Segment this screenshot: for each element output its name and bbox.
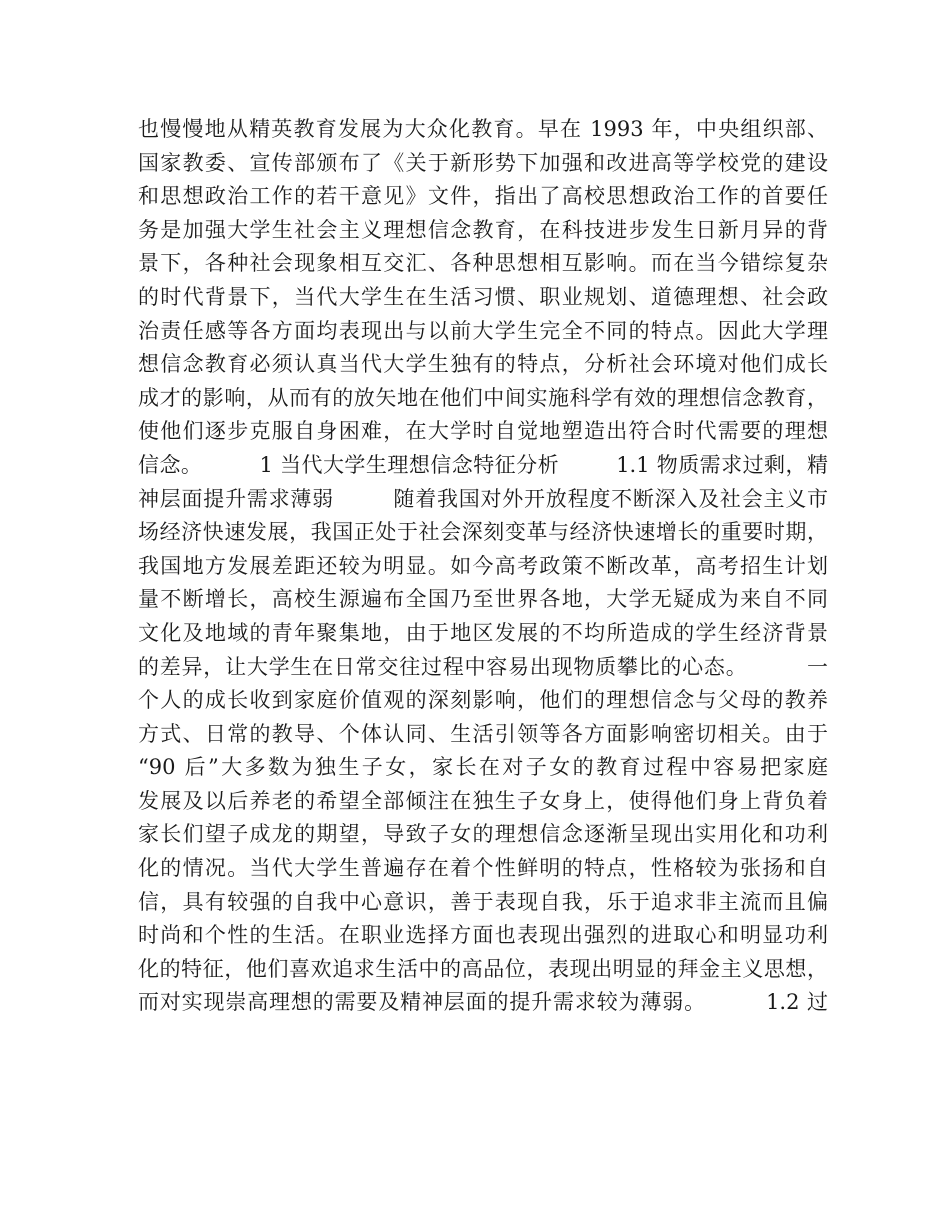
text-line: 想信念教育必须认真当代大学生独有的特点，分析社会环境对他们成长 — [138, 352, 828, 377]
text-line: 信念。 1 当代大学生理想信念特征分析 1.1 物质需求过剩，精 — [138, 452, 828, 477]
text-line: 的差异，让大学生在日常交往过程中容易出现物质攀比的心态。 一 — [138, 654, 828, 679]
text-line: 务是加强大学生社会主义理想信念教育，在科技进步发生日新月异的背 — [138, 217, 828, 242]
text-line: 和思想政治工作的若干意见》文件，指出了高校思想政治工作的首要任 — [138, 184, 828, 209]
text-line: 家长们望子成龙的期望，导致子女的理想信念逐渐呈现出实用化和功利 — [138, 822, 828, 847]
text-line: 场经济快速发展，我国正处于社会深刻变革与经济快速增长的重要时期， — [138, 520, 828, 545]
text-line: 时尚和个性的生活。在职业选择方面也表现出强烈的进取心和明显功利 — [138, 923, 828, 948]
text-line: 个人的成长收到家庭价值观的深刻影响，他们的理想信念与父母的教养 — [138, 688, 828, 713]
text-line: 而对实现崇高理想的需要及精神层面的提升需求较为薄弱。 1.2 过 — [138, 990, 828, 1015]
text-line: 我国地方发展差距还较为明显。如今高考政策不断改革，高考招生计划 — [138, 553, 828, 578]
text-line: 也慢慢地从精英教育发展为大众化教育。早在 1993 年，中央组织部、 — [138, 117, 828, 141]
text-line: 文化及地域的青年聚集地，由于地区发展的不均所造成的学生经济背景 — [138, 620, 828, 645]
text-line: 发展及以后养老的希望全部倾注在独生子女身上，使得他们身上背负着 — [138, 788, 828, 813]
text-line: 景下，各种社会现象相互交汇、各种思想相互影响。而在当今错综复杂 — [138, 251, 828, 276]
text-line: 神层面提升需求薄弱 随着我国对外开放程度不断深入及社会主义市 — [138, 486, 828, 511]
text-line: 信，具有较强的自我中心意识，善于表现自我，乐于追求非主流而且偏 — [138, 889, 828, 914]
text-line: “90 后”大多数为独生子女，家长在对子女的教育过程中容易把家庭 — [138, 755, 828, 780]
text-line: 化的特征，他们喜欢追求生活中的高品位，表现出明显的拜金主义思想， — [138, 956, 828, 981]
text-line: 国家教委、宣传部颁布了《关于新形势下加强和改进高等学校党的建设 — [138, 150, 828, 175]
text-line: 化的情况。当代大学生普遍存在着个性鲜明的特点，性格较为张扬和自 — [138, 856, 828, 881]
text-line: 成才的影响，从而有的放矢地在他们中间实施科学有效的理想信念教育， — [138, 385, 828, 410]
text-line: 治责任感等各方面均表现出与以前大学生完全不同的特点。因此大学理 — [138, 318, 828, 343]
body-text — [138, 113, 828, 1020]
text-line: 量不断增长，高校生源遍布全国乃至世界各地，大学无疑成为来自不同 — [138, 587, 828, 612]
text-line: 使他们逐步克服自身困难，在大学时自觉地塑造出符合时代需要的理想 — [138, 419, 828, 444]
text-line: 的时代背景下，当代大学生在生活习惯、职业规划、道德理想、社会政 — [138, 284, 828, 309]
text-line: 方式、日常的教导、个体认同、生活引领等各方面影响密切相关。由于 — [138, 721, 828, 746]
